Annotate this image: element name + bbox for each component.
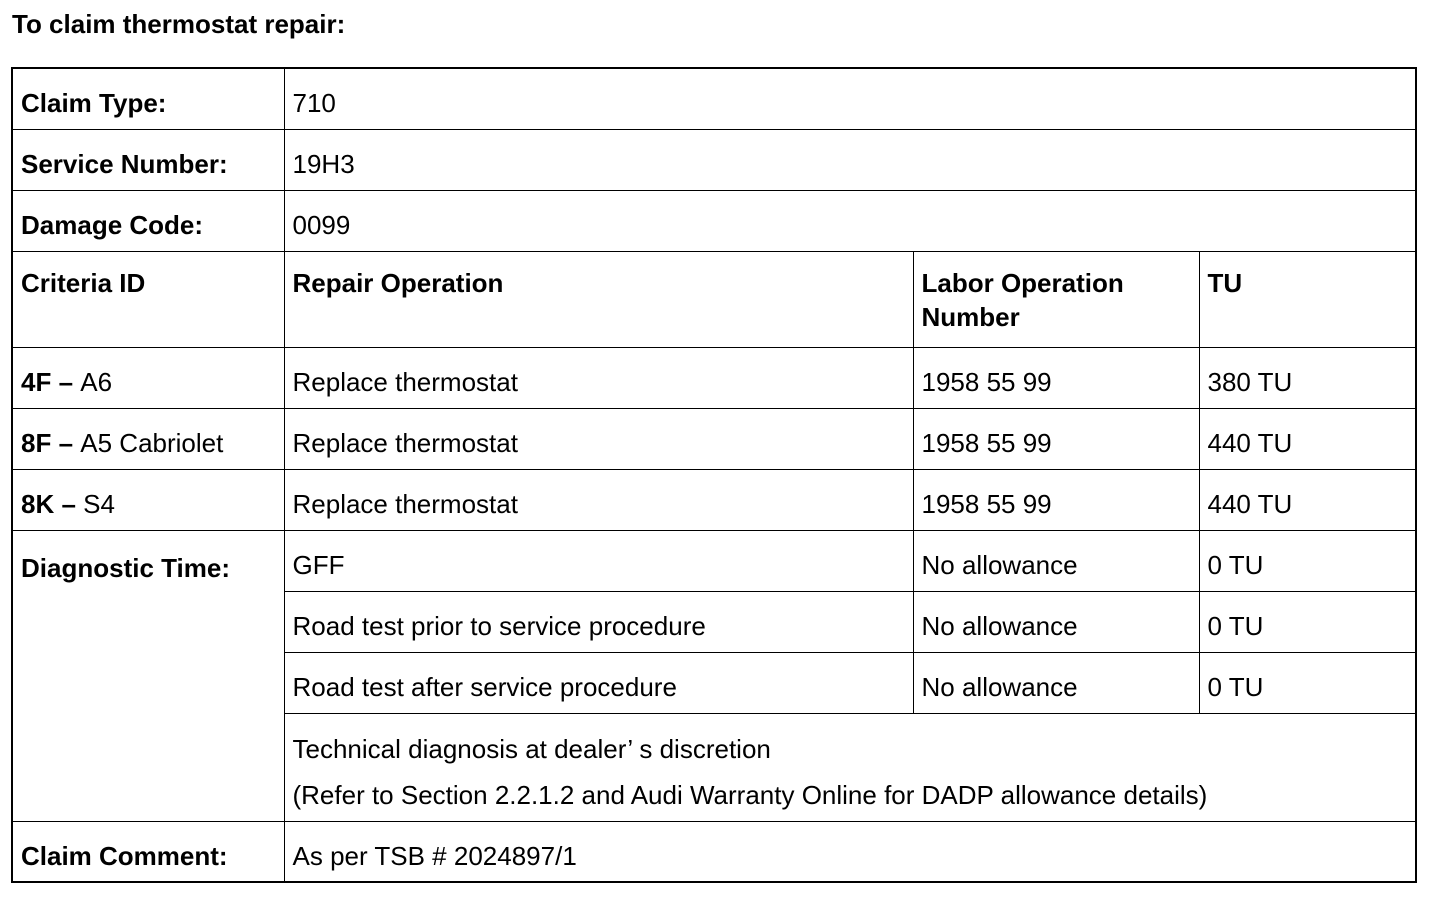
- diagnostic-operation-cell: GFF: [284, 530, 913, 591]
- claim-table: [11, 67, 1417, 883]
- diagnostic-labor-op-cell: No allowance: [913, 652, 1199, 713]
- page-title: To claim thermostat repair:: [12, 9, 346, 39]
- header-repair-operation: Repair Operation: [284, 251, 913, 347]
- claim-type-value: 710: [284, 68, 1416, 129]
- technical-diagnosis-cell: [284, 713, 1416, 821]
- diagnostic-labor-op-cell: No allowance: [913, 530, 1199, 591]
- column-header-row: [12, 251, 1416, 347]
- repair-operation-cell: Replace thermostat: [284, 469, 913, 530]
- criteria-id-cell: [12, 408, 284, 469]
- tu-cell: 440 TU: [1199, 408, 1416, 469]
- damage-code-row: [12, 190, 1416, 251]
- criteria-separator: –: [54, 489, 84, 519]
- diagnostic-operation-cell: Road test prior to service procedure: [284, 591, 913, 652]
- criteria-model: A5 Cabriolet: [80, 428, 224, 458]
- damage-code-value: 0099: [284, 190, 1416, 251]
- table-row: [12, 469, 1416, 530]
- table-row: [12, 347, 1416, 408]
- table-row: [12, 408, 1416, 469]
- criteria-separator: –: [51, 428, 81, 458]
- criteria-model: S4: [83, 489, 115, 519]
- claim-type-label: Claim Type:: [12, 68, 284, 129]
- criteria-id-cell: [12, 469, 284, 530]
- diagnostic-labor-op-cell: No allowance: [913, 591, 1199, 652]
- criteria-code: 8K: [21, 489, 55, 519]
- tu-cell: 380 TU: [1199, 347, 1416, 408]
- tu-cell: 440 TU: [1199, 469, 1416, 530]
- damage-code-label: Damage Code:: [12, 190, 284, 251]
- service-number-label: Service Number:: [12, 129, 284, 190]
- diagnostic-tu-cell: 0 TU: [1199, 530, 1416, 591]
- service-number-row: [12, 129, 1416, 190]
- criteria-separator: –: [51, 367, 81, 397]
- diagnostic-row: [12, 530, 1416, 591]
- repair-operation-cell: Replace thermostat: [284, 408, 913, 469]
- claim-type-row: [12, 68, 1416, 129]
- header-tu: TU: [1199, 251, 1416, 347]
- header-criteria-id: Criteria ID: [12, 251, 284, 347]
- technical-diagnosis-text: Technical diagnosis at dealer’ s discretion: [292, 733, 771, 764]
- criteria-code: 8F: [21, 428, 52, 458]
- diagnostic-tu-cell: 0 TU: [1199, 591, 1416, 652]
- diagnostic-operation-cell: Road test after service procedure: [284, 652, 913, 713]
- claim-comment-label: Claim Comment:: [12, 821, 284, 882]
- technical-diagnosis-reference: (Refer to Section 2.2.1.2 and Audi Warranty Online for DADP allowance details): [292, 779, 1208, 810]
- criteria-code: 4F: [21, 367, 52, 397]
- header-labor-operation-number: Labor Operation Number: [913, 251, 1199, 347]
- service-number-value: 19H3: [284, 129, 1416, 190]
- claim-comment-value: As per TSB # 2024897/1: [284, 821, 1416, 882]
- diagnostic-tu-cell: 0 TU: [1199, 652, 1416, 713]
- claim-comment-row: [12, 821, 1416, 882]
- labor-op-cell: 1958 55 99: [913, 408, 1199, 469]
- criteria-id-cell: [12, 347, 284, 408]
- criteria-model: A6: [80, 367, 113, 397]
- diagnostic-time-label: Diagnostic Time:: [12, 530, 284, 821]
- repair-operation-cell: Replace thermostat: [284, 347, 913, 408]
- labor-op-cell: 1958 55 99: [913, 469, 1199, 530]
- labor-op-cell: 1958 55 99: [913, 347, 1199, 408]
